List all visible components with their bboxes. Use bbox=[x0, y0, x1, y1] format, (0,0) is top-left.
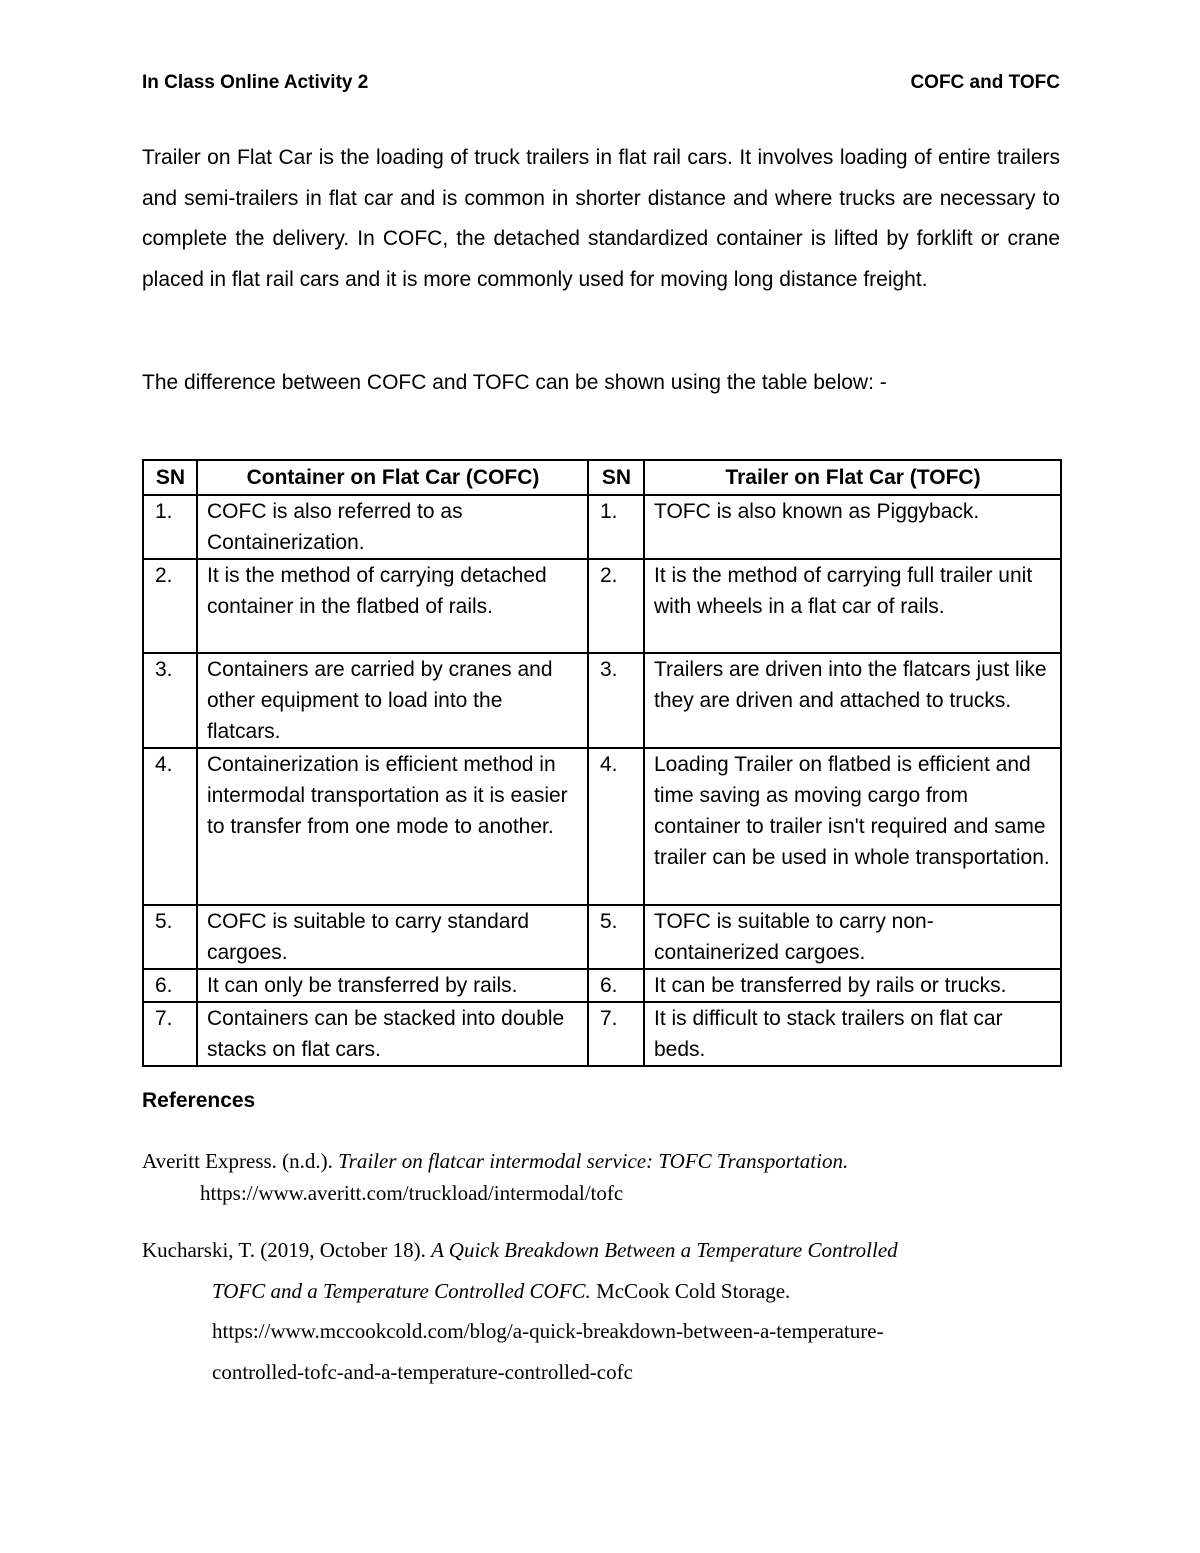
table-row bbox=[143, 969, 1061, 1002]
reference-title: A Quick Breakdown Between a Temperature Controlled bbox=[431, 1238, 898, 1262]
sn-cell: 5. bbox=[143, 905, 197, 969]
header-sn-cofc: SN bbox=[143, 460, 197, 495]
comparison-table bbox=[142, 459, 1062, 1067]
table-header-row bbox=[143, 460, 1061, 495]
page-header bbox=[142, 72, 1060, 102]
tofc-cell: Loading Trailer on flatbed is efficient and time saving as moving cargo from container to trailer isn't required and same trailer can be used in whole transportation. bbox=[644, 748, 1061, 905]
reference-publisher: McCook Cold Storage. bbox=[596, 1278, 791, 1303]
header-topic: COFC and TOFC bbox=[910, 72, 1060, 93]
table-row bbox=[143, 748, 1061, 905]
sn-cell: 5. bbox=[588, 905, 644, 969]
tofc-cell: TOFC is also known as Piggyback. bbox=[644, 495, 1061, 559]
sn-cell: 7. bbox=[143, 1002, 197, 1066]
reference-link[interactable]: https://www.averitt.com/truckload/intermodal/tofc bbox=[200, 1181, 624, 1205]
tofc-cell: Trailers are driven into the flatcars just like they are driven and attached to trucks. bbox=[644, 653, 1061, 748]
cofc-cell: Containers are carried by cranes and other equipment to load into the flatcars. bbox=[197, 653, 588, 748]
table-row bbox=[143, 559, 1061, 653]
sn-cell: 6. bbox=[143, 969, 197, 1002]
reference-entry bbox=[142, 1145, 1060, 1209]
tofc-cell: It is the method of carrying full trailer unit with wheels in a flat car of rails. bbox=[644, 559, 1061, 653]
reference-title: Trailer on flatcar intermodal service: TOFC Transportation. bbox=[338, 1149, 849, 1173]
sn-cell: 4. bbox=[588, 748, 644, 905]
sn-cell: 1. bbox=[588, 495, 644, 559]
sn-cell: 7. bbox=[588, 1002, 644, 1066]
reference-title-continued: TOFC and a Temperature Controlled COFC. bbox=[212, 1278, 591, 1303]
sn-cell: 3. bbox=[588, 653, 644, 748]
cofc-cell: It can only be transferred by rails. bbox=[197, 969, 588, 1002]
cofc-cell: Containerization is efficient method in intermodal transportation as it is easier to transfer from one mode to another. bbox=[197, 748, 588, 905]
header-activity-title: In Class Online Activity 2 bbox=[142, 72, 369, 93]
tofc-cell: TOFC is suitable to carry non-containerized cargoes. bbox=[644, 905, 1061, 969]
header-tofc: Trailer on Flat Car (TOFC) bbox=[644, 460, 1061, 495]
reference-link-continued[interactable]: controlled-tofc-and-a-temperature-controlled-cofc bbox=[212, 1359, 633, 1384]
sn-cell: 2. bbox=[588, 559, 644, 653]
cofc-cell: Containers can be stacked into double stacks on flat cars. bbox=[197, 1002, 588, 1066]
cofc-cell: COFC is suitable to carry standard cargoes. bbox=[197, 905, 588, 969]
intro-paragraph: Trailer on Flat Car is the loading of truck trailers in flat rail cars. It involves loading of entire trailers and semi-trailers in flat car and is common in shorter distance and where trucks are necessary to complete the delivery. In COFC, the detached standardized container is lifted by forklift or crane placed in flat rail cars and it is more commonly used for moving long distance freight. bbox=[142, 146, 1060, 291]
sn-cell: 1. bbox=[143, 495, 197, 559]
reference-author: Kucharski, T. (2019, October 18). bbox=[142, 1238, 426, 1262]
sn-cell: 4. bbox=[143, 748, 197, 905]
cofc-cell: COFC is also referred to as Containerization. bbox=[197, 495, 588, 559]
cofc-cell: It is the method of carrying detached container in the flatbed of rails. bbox=[197, 559, 588, 653]
references-heading: References bbox=[142, 1089, 256, 1112]
reference-author: Averitt Express. (n.d.). bbox=[142, 1149, 333, 1173]
table-row bbox=[143, 1002, 1061, 1066]
reference-link[interactable]: https://www.mccookcold.com/blog/a-quick-breakdown-between-a-temperature- bbox=[212, 1319, 884, 1343]
header-cofc: Container on Flat Car (COFC) bbox=[197, 460, 588, 495]
table-row bbox=[143, 905, 1061, 969]
header-sn-tofc: SN bbox=[588, 460, 644, 495]
table-row bbox=[143, 653, 1061, 748]
sn-cell: 6. bbox=[588, 969, 644, 1002]
tofc-cell: It can be transferred by rails or trucks. bbox=[644, 969, 1061, 1002]
table-row bbox=[143, 495, 1061, 559]
sn-cell: 3. bbox=[143, 653, 197, 748]
sn-cell: 2. bbox=[143, 559, 197, 653]
reference-entry bbox=[142, 1230, 1060, 1392]
tofc-cell: It is difficult to stack trailers on flat car beds. bbox=[644, 1002, 1061, 1066]
table-lead-sentence: The difference between COFC and TOFC can be shown using the table below: - bbox=[142, 371, 887, 394]
